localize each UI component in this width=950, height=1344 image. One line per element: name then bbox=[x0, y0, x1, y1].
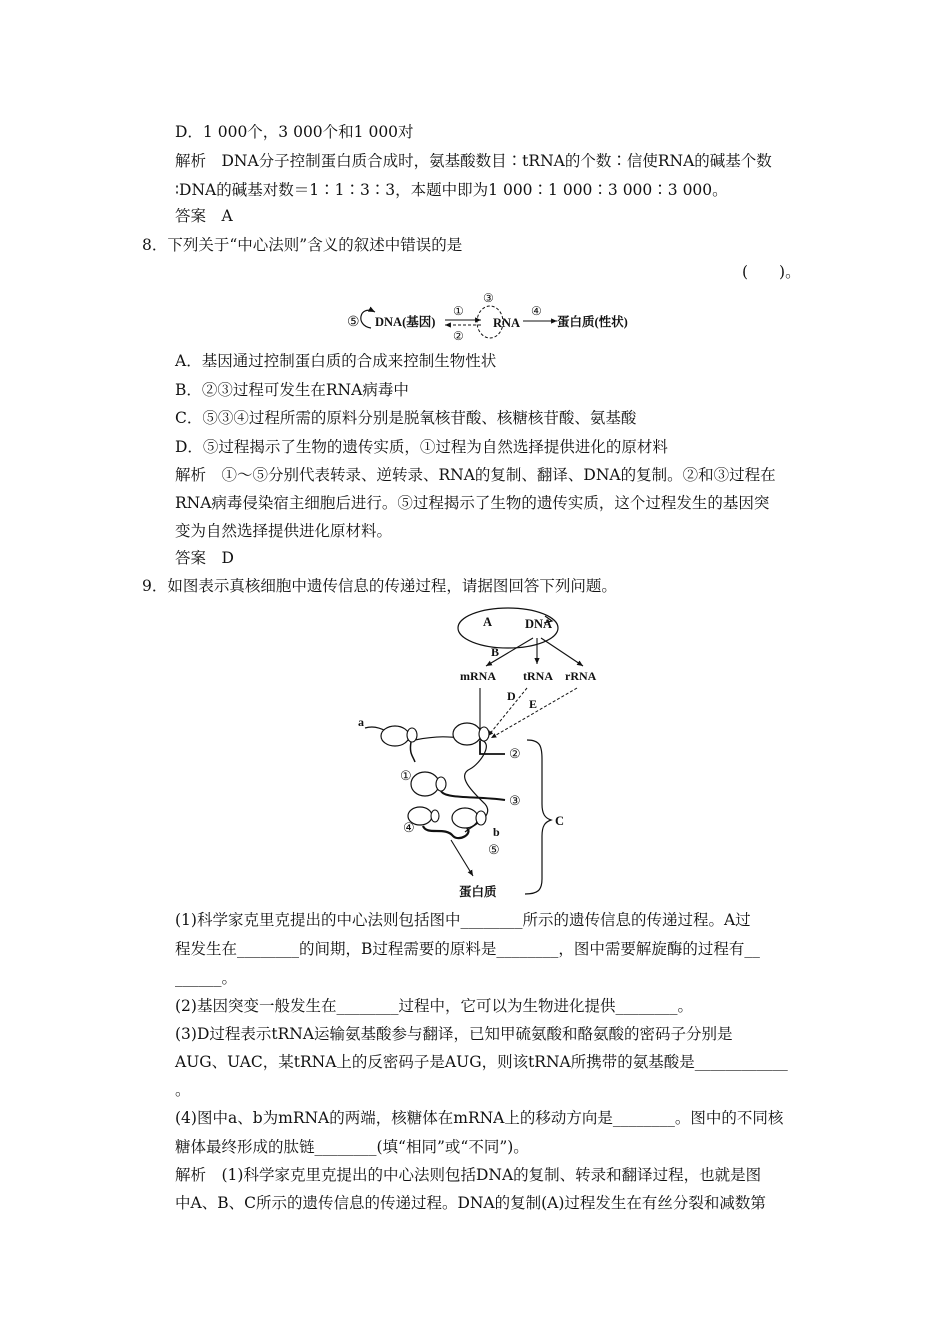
option-b-q8: B．②③过程可发生在RNA病毒中 bbox=[175, 381, 409, 399]
ribosome-1-large bbox=[381, 726, 409, 746]
ribosome-4-small bbox=[431, 810, 439, 822]
circle-label-3: ③ bbox=[509, 793, 521, 808]
question-9-stem: 9．如图表示真核细胞中遗传信息的传递过程，请据图回答下列问题。 bbox=[142, 577, 617, 595]
rrna-label: rRNA bbox=[565, 669, 597, 683]
bracket-c bbox=[525, 740, 551, 894]
question-8-stem: 8．下列关于“中心法则”含义的叙述中错误的是 bbox=[142, 236, 463, 254]
label-4: ④ bbox=[531, 304, 542, 318]
arrow-to-rrna bbox=[541, 638, 583, 666]
option-a-q8: A．基因通过控制蛋白质的合成来控制生物性状 bbox=[175, 352, 497, 370]
answer-q8: 答案 D bbox=[175, 549, 234, 567]
q9-part3-line3: 。 bbox=[175, 1081, 191, 1099]
label-C: C bbox=[555, 814, 565, 828]
dna-label: DNA bbox=[525, 617, 553, 631]
ribosome-2-large bbox=[453, 723, 481, 745]
answer-q7: 答案 A bbox=[175, 207, 233, 225]
gene-expression-diagram bbox=[355, 604, 625, 904]
protein-label: 蛋白质 bbox=[459, 885, 497, 899]
answer-blank-q8: ( )。 bbox=[742, 263, 801, 281]
ribosome-2-small bbox=[479, 727, 489, 741]
analysis-q7-line1: 解析 DNA分子控制蛋白质合成时，氨基酸数目∶tRNA的个数∶信使RNA的碱基个数 bbox=[175, 152, 772, 170]
ribosome-3-small bbox=[436, 777, 446, 791]
ribosome-1-small bbox=[407, 728, 417, 742]
label-E: E bbox=[529, 697, 538, 711]
analysis-q8-line2: RNA病毒侵染宿主细胞后进行。⑤过程揭示了生物的遗传实质，这个过程发生的基因突 bbox=[175, 494, 770, 512]
label-1: ① bbox=[453, 304, 464, 318]
analysis-q9-line1: 解析 (1)科学家克里克提出的中心法则包括DNA的复制、转录和翻译过程，也就是图 bbox=[175, 1166, 762, 1184]
label-2: ② bbox=[453, 329, 464, 343]
q9-part4-line1: (4)图中a、b为mRNA的两端，核糖体在mRNA上的移动方向是________。图中的不同核 bbox=[175, 1109, 784, 1127]
analysis-q9-line2: 中A、B、C所示的遗传信息的传递过程。DNA的复制(A)过程发生在有丝分裂和减数第 bbox=[175, 1194, 766, 1212]
analysis-q7-line2: ∶DNA的碱基对数＝1∶1∶3∶3，本题中即为1 000∶1 000∶3 000∶3 000。 bbox=[175, 181, 728, 199]
replication-loop-arrow bbox=[361, 310, 375, 328]
arrow-to-protein bbox=[451, 840, 473, 876]
label-3: ③ bbox=[483, 291, 494, 305]
q9-part3-line2: AUG、UAC，某tRNA上的反密码子是AUG，则该tRNA所携带的氨基酸是____________ bbox=[175, 1053, 788, 1071]
analysis-q8-line3: 变为自然选择提供进化原材料。 bbox=[175, 522, 393, 540]
label-5: ⑤ bbox=[347, 315, 360, 330]
q9-part4-line2: 糖体最终形成的肽链________(填“相同”或“不同”)。 bbox=[175, 1138, 529, 1156]
circle-label-1: ① bbox=[400, 768, 412, 783]
label-a: a bbox=[358, 715, 364, 729]
option-d-q8: D．⑤过程揭示了生物的遗传实质，①过程为自然选择提供进化的原材料 bbox=[175, 438, 668, 456]
rna-label: RNA bbox=[493, 316, 521, 330]
circle-label-2: ② bbox=[509, 746, 521, 761]
trna-label: tRNA bbox=[523, 669, 553, 683]
label-b: b bbox=[493, 825, 500, 839]
mrna-label: mRNA bbox=[460, 669, 496, 683]
peptide-2 bbox=[480, 741, 505, 754]
q9-part2: (2)基因突变一般发生在________过程中，它可以为生物进化提供________。 bbox=[175, 997, 693, 1015]
circle-label-4: ④ bbox=[403, 820, 415, 835]
q9-part3-line1: (3)D过程表示tRNA运输氨基酸参与翻译，已知甲硫氨酸和酪氨酸的密码子分别是 bbox=[175, 1025, 733, 1043]
dna-gene-label: DNA(基因) bbox=[375, 315, 436, 329]
q9-part1-line1: (1)科学家克里克提出的中心法则包括图中________所示的遗传信息的传递过程。A过 bbox=[175, 911, 751, 929]
ribosome-5-large bbox=[452, 808, 478, 828]
label-B: B bbox=[491, 645, 500, 659]
option-d-q7: D．1 000个，3 000个和1 000对 bbox=[175, 123, 414, 141]
q9-part1-line2: 程发生在________的间期，B过程需要的原料是________，图中需要解旋酶的过程有__ bbox=[175, 940, 760, 958]
ribosome-3-large bbox=[411, 772, 439, 796]
analysis-q8-line1: 解析 ①～⑤分别代表转录、逆转录、RNA的复制、翻译、DNA的复制。②和③过程在 bbox=[175, 466, 776, 484]
central-dogma-diagram bbox=[345, 288, 635, 344]
ribosome-5-small bbox=[476, 811, 486, 825]
label-D: D bbox=[507, 689, 516, 703]
q9-part1-line3: ______。 bbox=[175, 969, 238, 987]
protein-trait-label: 蛋白质(性状) bbox=[557, 315, 628, 329]
label-A: A bbox=[483, 615, 493, 629]
rrna-to-ribosome-arrow bbox=[491, 688, 577, 738]
option-c-q8: C．⑤③④过程所需的原料分别是脱氧核苷酸、核糖核苷酸、氨基酸 bbox=[175, 409, 637, 427]
peptide-1 bbox=[410, 742, 415, 762]
circle-label-5: ⑤ bbox=[488, 842, 500, 857]
